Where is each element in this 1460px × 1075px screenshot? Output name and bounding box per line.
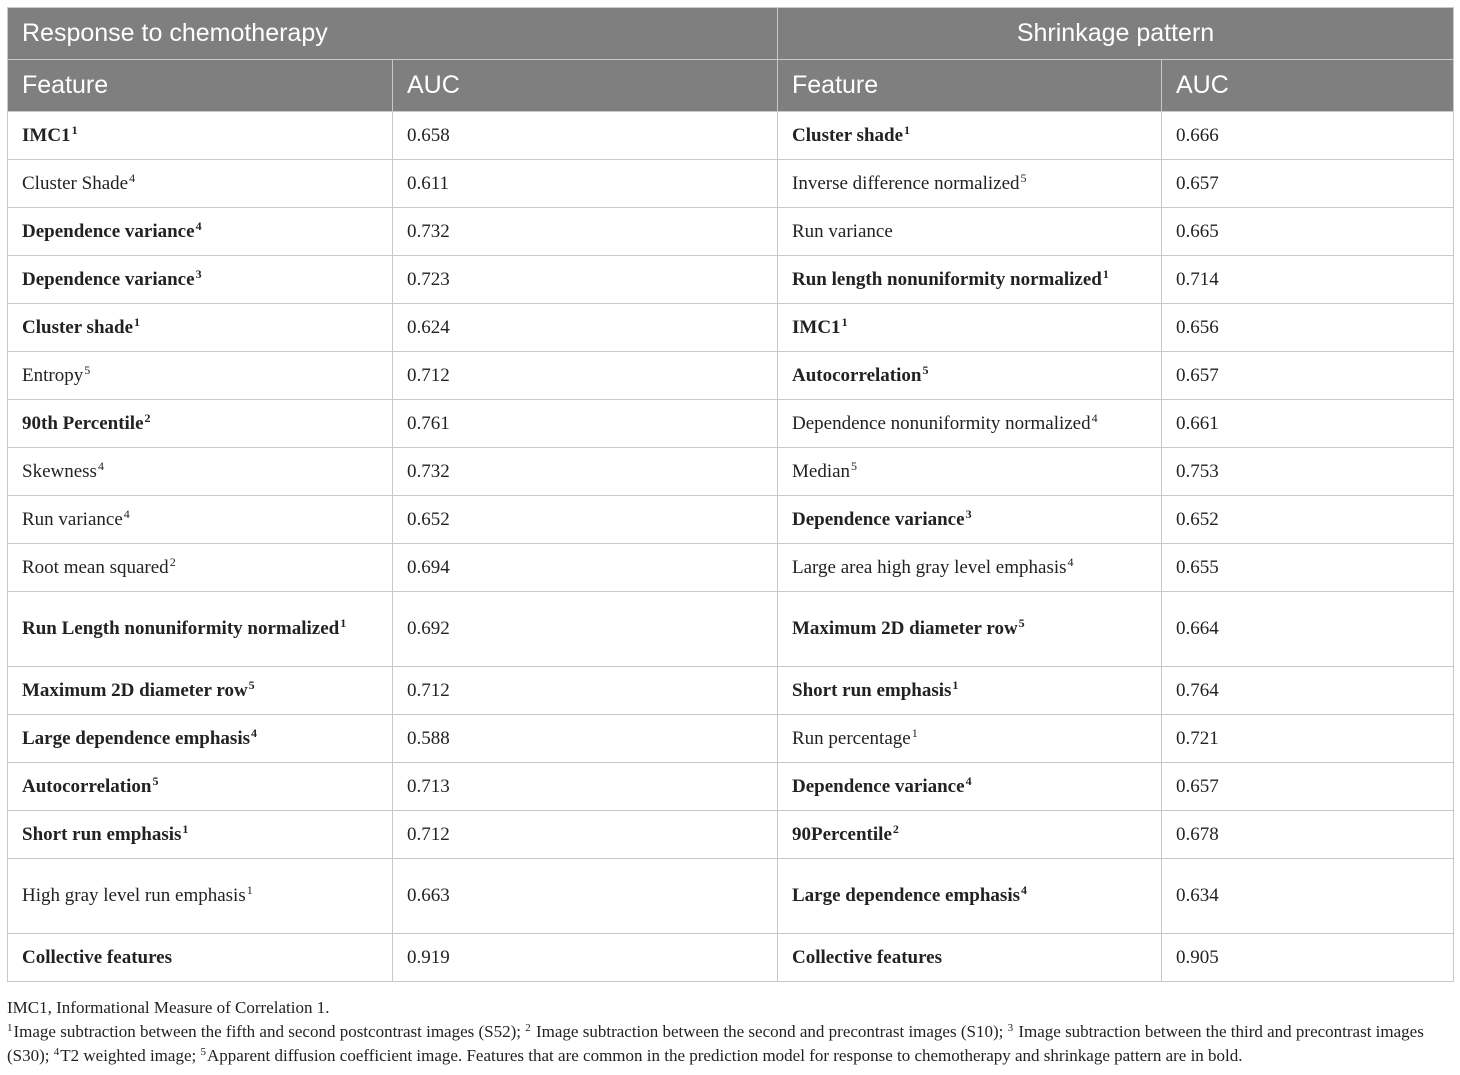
feature-name: Dependence variance [792,775,965,797]
feature-name: Run variance [792,220,893,242]
feature-cell-right [778,112,1162,160]
feature-name: Autocorrelation [22,775,152,797]
feature-cell-right [778,667,1162,715]
feature-cell-right [778,763,1162,811]
feature-cell-right [778,400,1162,448]
feature-name: Cluster shade [22,316,134,338]
feature-name: Large dependence emphasis [22,727,250,749]
auc-cell-left: 0.712 [393,811,778,859]
feature-footnote-marker: 5 [152,773,159,788]
table-row [8,544,1454,592]
footnote-text: Image subtraction between the second and precontrast images (S10); [531,1022,1008,1041]
group-header-row [8,8,1454,60]
table-row [8,448,1454,496]
feature-name: Inverse difference normalized [792,172,1020,194]
feature-name: 90Percentile [792,823,892,845]
group-header-response: Response to chemotherapy [8,8,778,60]
table-row [8,256,1454,304]
table-row [8,160,1454,208]
feature-cell-left [8,715,393,763]
feature-footnote-marker: 3 [195,266,202,281]
feature-cell-left [8,763,393,811]
feature-cell-left [8,208,393,256]
feature-cell-right [778,496,1162,544]
feature-cell-left [8,112,393,160]
feature-cell-left [8,352,393,400]
feature-name: IMC1 [792,316,841,338]
table-row [8,112,1454,160]
feature-cell-left [8,400,393,448]
feature-cell-left [8,592,393,667]
footnote-text: Apparent diffusion coefficient image. Features that are common in the prediction model for response to chemotherapy and shrinkage pattern are in bold. [206,1046,1243,1065]
auc-cell-left: 0.663 [393,859,778,934]
auc-cell-left: 0.732 [393,448,778,496]
feature-name: 90th Percentile [22,412,144,434]
feature-footnote-marker: 4 [1091,410,1098,425]
feature-footnote-marker: 1 [134,314,141,329]
feature-cell-left [8,859,393,934]
group-header-shrinkage: Shrinkage pattern [778,8,1454,60]
auc-cell-right: 0.664 [1162,592,1454,667]
feature-footnote-marker: 1 [71,122,78,137]
auc-cell-right: 0.666 [1162,112,1454,160]
feature-cell-left [8,448,393,496]
table-row [8,304,1454,352]
feature-footnote-marker: 5 [248,677,255,692]
feature-cell-left [8,256,393,304]
auc-cell-right: 0.656 [1162,304,1454,352]
feature-footnote-marker: 4 [195,218,202,233]
column-header-row [8,60,1454,112]
feature-name: Entropy [22,364,84,386]
auc-cell-right: 0.634 [1162,859,1454,934]
feature-footnote-marker: 4 [251,725,257,740]
feature-name: Dependence variance [792,508,965,530]
feature-name: Short run emphasis [22,823,182,845]
table-footnotes [7,996,1453,1068]
feature-footnote-marker: 5 [84,362,91,377]
feature-footnote-marker: 2 [144,410,151,425]
feature-name: IMC1 [22,124,71,146]
feature-cell-right [778,859,1162,934]
feature-footnote-marker: 4 [97,458,104,473]
feature-name: Cluster Shade [22,172,129,194]
feature-name: Cluster shade [792,124,904,146]
column-header-auc-left: AUC [393,60,778,112]
auc-cell-right: 0.657 [1162,763,1454,811]
feature-name: Maximum 2D diameter row [22,679,248,701]
feature-cell-left [8,667,393,715]
auc-cell-left: 0.658 [393,112,778,160]
feature-name: Large area high gray level emphasis [792,556,1067,578]
feature-cell-right [778,448,1162,496]
feature-name: Collective features [22,946,173,968]
auc-cell-right: 0.714 [1162,256,1454,304]
footnote-marker: 4 [53,1046,60,1058]
table-row [8,811,1454,859]
feature-footnote-marker: 4 [129,170,136,185]
auc-cell-left: 0.712 [393,352,778,400]
table-row [8,667,1454,715]
footnote-text: Image subtraction between the third and precontrast images (S30); [7,1022,1424,1065]
feature-cell-right [778,811,1162,859]
auc-table [7,7,1454,982]
column-header-feature-left: Feature [8,60,393,112]
feature-footnote-marker: 5 [922,362,929,377]
auc-cell-left: 0.624 [393,304,778,352]
feature-name: Maximum 2D diameter row [792,618,1018,639]
auc-cell-right: 0.905 [1162,934,1454,982]
column-header-auc-right: AUC [1162,60,1454,112]
feature-name: Dependence variance [22,268,195,290]
feature-footnote-marker: 1 [1102,266,1109,281]
feature-name: Dependence nonuniformity normalized [792,412,1091,434]
footnote-marker: 2 [525,1022,531,1034]
auc-cell-right: 0.721 [1162,715,1454,763]
feature-name: Run percentage [792,727,911,749]
feature-footnote-marker: 2 [892,821,899,836]
auc-cell-right: 0.665 [1162,208,1454,256]
feature-cell-left [8,496,393,544]
feature-name: Run Length nonuniformity normalized [22,618,340,639]
auc-cell-left: 0.761 [393,400,778,448]
feature-cell-right [778,934,1162,982]
feature-cell-left [8,934,393,982]
feature-cell-left [8,304,393,352]
footnote-marker: 1 [7,1022,13,1034]
feature-cell-right [778,256,1162,304]
feature-name: Skewness [22,460,97,482]
footnote-notes [7,1020,1453,1068]
feature-name: Run length nonuniformity normalized [792,268,1102,290]
auc-cell-left: 0.919 [393,934,778,982]
table-row [8,496,1454,544]
auc-cell-right: 0.678 [1162,811,1454,859]
feature-cell-right [778,352,1162,400]
feature-name: Run variance [22,508,123,530]
feature-footnote-marker: 4 [1067,554,1074,569]
feature-cell-right [778,208,1162,256]
auc-cell-left: 0.732 [393,208,778,256]
auc-cell-right: 0.764 [1162,667,1454,715]
table-row [8,934,1454,982]
feature-footnote-marker: 5 [1018,616,1025,630]
footnote-text: Image subtraction between the fifth and second postcontrast images (S52); [13,1022,526,1041]
auc-cell-right: 0.661 [1162,400,1454,448]
footnote-marker: 3 [1007,1022,1014,1034]
feature-footnote-marker: 4 [123,506,130,521]
auc-cell-right: 0.657 [1162,160,1454,208]
footnote-marker: 5 [200,1046,206,1058]
feature-footnote-marker: 1 [841,314,848,329]
feature-footnote-marker: 5 [1020,170,1027,185]
footnote-text: T2 weighted image; [60,1046,201,1065]
feature-name: High gray level run emphasis [22,885,246,906]
auc-cell-right: 0.753 [1162,448,1454,496]
feature-cell-left [8,811,393,859]
auc-cell-left: 0.611 [393,160,778,208]
feature-footnote-marker: 1 [182,821,189,836]
feature-footnote-marker: 4 [1021,883,1027,897]
feature-cell-right [778,544,1162,592]
feature-cell-right [778,592,1162,667]
auc-cell-left: 0.692 [393,592,778,667]
feature-name: Root mean squared [22,556,169,578]
feature-footnote-marker: 1 [904,122,911,137]
feature-footnote-marker: 4 [965,773,972,788]
auc-cell-right: 0.657 [1162,352,1454,400]
feature-cell-left [8,544,393,592]
feature-name: Autocorrelation [792,364,922,386]
auc-cell-left: 0.713 [393,763,778,811]
feature-cell-right [778,304,1162,352]
feature-cell-right [778,160,1162,208]
table-row [8,763,1454,811]
feature-footnote-marker: 1 [952,677,959,692]
column-header-feature-right: Feature [778,60,1162,112]
auc-cell-left: 0.712 [393,667,778,715]
footnote-abbreviation: IMC1, Informational Measure of Correlation 1. [7,998,330,1017]
feature-footnote-marker: 1 [340,616,347,630]
feature-name: Short run emphasis [792,679,952,701]
auc-cell-left: 0.588 [393,715,778,763]
feature-footnote-marker: 2 [169,554,176,569]
table-row [8,400,1454,448]
feature-name: Median [792,460,851,482]
auc-cell-left: 0.694 [393,544,778,592]
table-body [8,112,1454,982]
auc-cell-left: 0.723 [393,256,778,304]
feature-footnote-marker: 5 [851,458,858,473]
table-row [8,859,1454,934]
feature-footnote-marker: 3 [965,506,972,521]
feature-footnote-marker: 1 [246,883,253,897]
feature-footnote-marker: 1 [911,725,918,740]
feature-name: Dependence variance [22,220,195,242]
feature-cell-left [8,160,393,208]
feature-cell-right [778,715,1162,763]
table-row [8,592,1454,667]
feature-name: Large dependence emphasis [792,885,1020,906]
feature-name: Collective features [792,946,943,968]
auc-cell-right: 0.655 [1162,544,1454,592]
auc-cell-left: 0.652 [393,496,778,544]
table-row [8,208,1454,256]
auc-cell-right: 0.652 [1162,496,1454,544]
table-row [8,715,1454,763]
table-row [8,352,1454,400]
